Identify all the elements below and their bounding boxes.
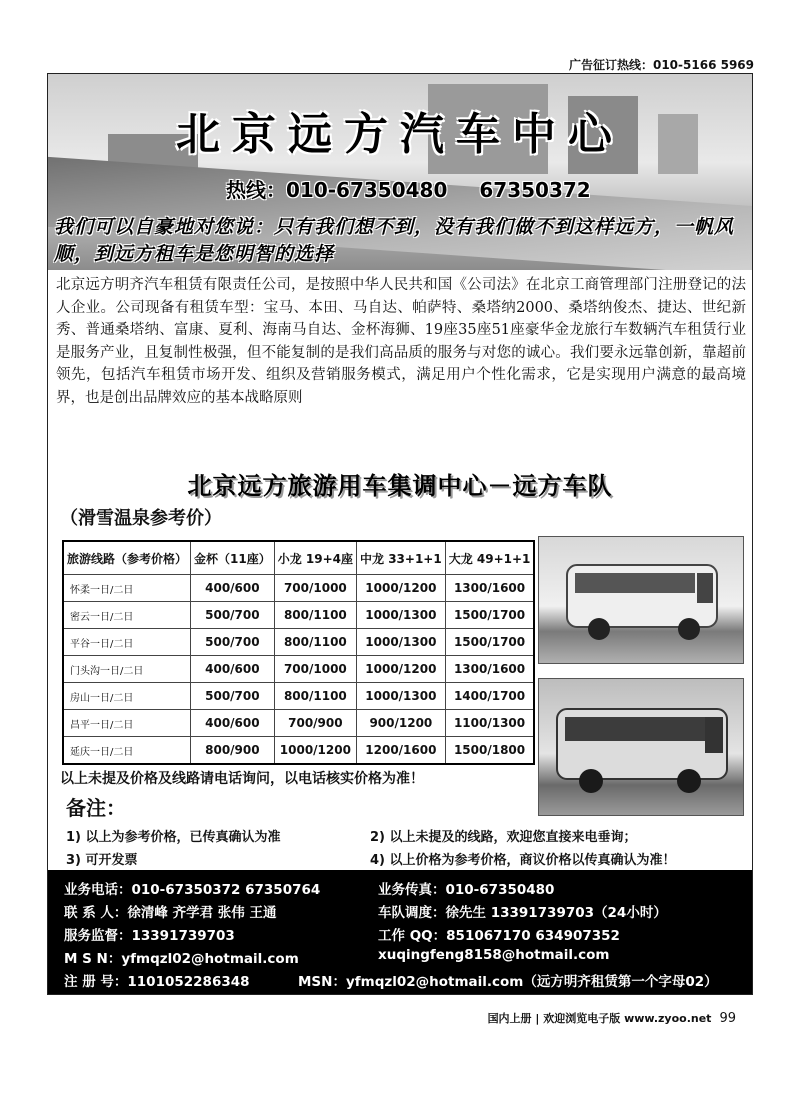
remark-item: 4) 以上价格为参考价格，商议价格以传真确认为准！ <box>370 853 676 868</box>
business-phone: 业务电话：010-67350372 67350764 <box>64 882 321 898</box>
price-cell: 1000/1200 <box>357 656 446 683</box>
table-header-row <box>63 541 534 575</box>
table-row <box>63 602 534 629</box>
hotline-label: 热线： <box>226 178 286 202</box>
bus-photo <box>538 536 744 664</box>
table-row <box>63 710 534 737</box>
header-photo <box>48 74 752 270</box>
price-cell: 800/1100 <box>274 683 356 710</box>
remark-item: 2) 以上未提及的线路，欢迎您直接来电垂询； <box>370 830 637 845</box>
table-row <box>63 575 534 602</box>
price-cell: 1300/1600 <box>445 656 534 683</box>
bus-icon <box>539 679 743 815</box>
table-row <box>63 737 534 765</box>
price-cell: 1300/1600 <box>445 575 534 602</box>
price-cell: 500/700 <box>191 683 275 710</box>
hotline-number-2: 67350372 <box>479 178 591 202</box>
page-number: 99 <box>719 1011 736 1026</box>
price-cell: 1500/1700 <box>445 602 534 629</box>
column-header: 金杯（11座） <box>191 541 275 575</box>
msn-1: M S N：yfmqzl02@hotmail.com <box>64 951 299 967</box>
table-row <box>63 683 534 710</box>
service-supervision: 服务监督：13391739703 <box>64 928 235 944</box>
price-cell: 400/600 <box>191 575 275 602</box>
price-cell: 400/600 <box>191 710 275 737</box>
msn-3: MSN：yfmqzl02@hotmail.com（远方明齐租赁第一个字母02） <box>298 974 718 990</box>
bus-icon <box>539 537 743 663</box>
column-header: 大龙 49+1+1 <box>445 541 534 575</box>
price-table <box>62 540 535 765</box>
price-cell: 1000/1300 <box>357 629 446 656</box>
section-title: 北京远方旅游用车集调中心－远方车队 <box>187 472 613 500</box>
price-cell: 400/600 <box>191 656 275 683</box>
price-cell: 700/1000 <box>274 575 356 602</box>
remark-item: 3) 可开发票 <box>66 853 138 868</box>
price-cell: 700/900 <box>274 710 356 737</box>
contact-panel <box>48 870 752 994</box>
remark-item: 1) 以上为参考价格，已传真确认为准 <box>66 830 281 845</box>
price-cell: 800/900 <box>191 737 275 765</box>
price-cell: 1500/1800 <box>445 737 534 765</box>
route-cell: 平谷一日/二日 <box>63 629 191 656</box>
route-cell: 门头沟一日/二日 <box>63 656 191 683</box>
column-header: 旅游线路（参考价格） <box>63 541 191 575</box>
column-header: 中龙 33+1+1 <box>357 541 446 575</box>
ad-hotline: 广告征订热线：010-5166 5969 <box>568 58 754 72</box>
footer-text: 国内上册 | 欢迎浏览电子版 www.zyoo.net <box>487 1012 712 1025</box>
bus-photo <box>538 678 744 816</box>
contact-persons: 联 系 人：徐清峰 齐学君 张伟 王通 <box>64 905 277 921</box>
hotline-number-1: 010-67350480 <box>286 178 448 202</box>
page-title: 北京远方汽车中心 <box>176 109 624 160</box>
price-cell: 1000/1300 <box>357 683 446 710</box>
slogan: 我们可以自豪地对您说：只有我们想不到，没有我们做不到这样远方，一帆风顺，到远方租车是您明智的选择 <box>54 216 735 265</box>
price-cell: 900/1200 <box>357 710 446 737</box>
route-cell: 房山一日/二日 <box>63 683 191 710</box>
price-cell: 1400/1700 <box>445 683 534 710</box>
hotline <box>226 174 591 203</box>
page-footer <box>488 1010 736 1026</box>
price-cell: 1100/1300 <box>445 710 534 737</box>
price-cell: 1000/1200 <box>357 575 446 602</box>
registration-number: 注 册 号：1101052286348 <box>64 974 250 990</box>
work-qq: 工作 QQ：851067170 634907352 <box>378 928 620 944</box>
table-row <box>63 629 534 656</box>
price-cell: 1200/1600 <box>357 737 446 765</box>
business-fax: 业务传真：010-67350480 <box>378 882 555 898</box>
fleet-dispatch: 车队调度：徐先生 13391739703（24小时） <box>378 905 667 921</box>
route-cell: 怀柔一日/二日 <box>63 575 191 602</box>
remarks-title: 备注： <box>66 796 126 820</box>
price-cell: 1500/1700 <box>445 629 534 656</box>
route-cell: 密云一日/二日 <box>63 602 191 629</box>
msn-2: xuqingfeng8158@hotmail.com <box>378 947 610 963</box>
route-cell: 延庆一日/二日 <box>63 737 191 765</box>
table-row <box>63 656 534 683</box>
price-cell: 500/700 <box>191 602 275 629</box>
price-cell: 700/1000 <box>274 656 356 683</box>
company-intro: 北京远方明齐汽车租赁有限责任公司，是按照中华人民共和国《公司法》在北京工商管理部门注册登记的法人企业。公司现备有租赁车型：宝马、本田、马自达、帕萨特、桑塔纳2000、桑塔纳俊杰、捷达、世纪新秀、普通桑塔纳、富康、夏利、海南马自达、金杯海狮、19座35座51座豪华金龙旅行车数辆汽车租赁行业是服务产业，且复制性极强，但不能复制的是我们高品质的服务与对您的诚心。我们要永远靠创新，靠超前领先，包括汽车租赁市场开发、组织及营销服务模式，满足用户个性化需求，它是实现用户满意的最高境界，也是创出品牌效应的基本战略原则 <box>56 277 746 406</box>
price-note: 以上未提及价格及线路请电话询问，以电话核实价格为准！ <box>60 771 424 787</box>
price-cell: 800/1100 <box>274 602 356 629</box>
ad-frame <box>47 73 753 995</box>
price-cell: 1000/1300 <box>357 602 446 629</box>
price-cell: 800/1100 <box>274 629 356 656</box>
price-cell: 500/700 <box>191 629 275 656</box>
route-cell: 昌平一日/二日 <box>63 710 191 737</box>
column-header: 小龙 19+4座 <box>274 541 356 575</box>
price-cell: 1000/1200 <box>274 737 356 765</box>
section-subtitle: （滑雪温泉参考价） <box>60 508 222 529</box>
